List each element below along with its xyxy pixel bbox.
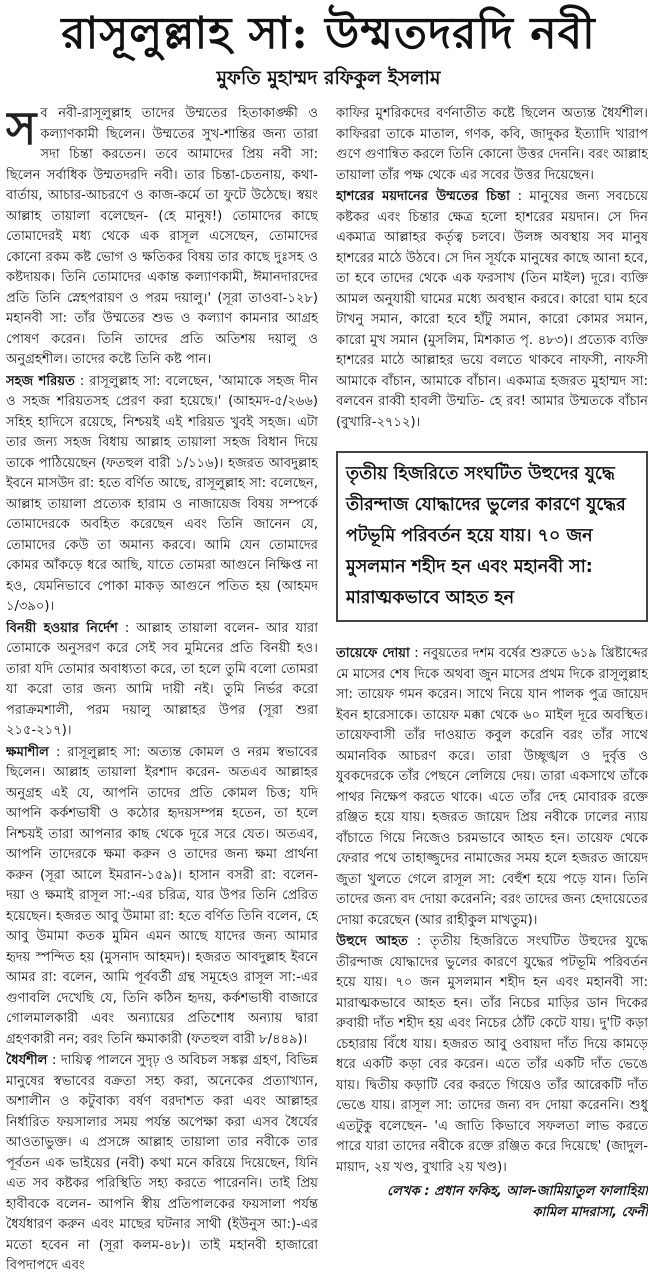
section-text: : নবুয়তের দশম বর্ষের শুরুতে ৬১৯ খ্রিষ্টাব্দের মে মাসের শেষ দিকে অথবা জুন মাসের প্রথম দিকে রাসূলুল্লাহ সা: তায়েফ গমন করেন। সাথে নিয়ে যান পালক পুত্র জায়েদ ইবন হারেসাকে। তায়েফ মক্কা থেকে ৬০ মাইল দূরে অবস্থিত। তায়েফবাসী তাঁর দাওয়াত কবুল করেনি বরং তাঁর সাথে অমানবিক আচরণ করে। তারা উচ্ছৃঙ্খল ও দুর্বৃত্ত ও যুবকদেরকে তাঁর পেছনে লেলিয়ে দেয়। তারা একসাথে তাঁকে পাথর নিক্ষেপ করতে থাকে। এতে তাঁর দেহ মোবারক রক্তে রঞ্জিত হয়ে যায়। হজরত জায়েদ প্রিয় নবীকে ঢালের ন্যায় বাঁচাতে গিয়ে নিজেও চরমভাবে আহত হন। তায়েফ থেকে ফেরার পথে তাহাজ্জুদের নামাজের সময় হলে হজরত জায়েদ জুতা খুলতে গেলে রাসূল সা: বেহুঁশ হয়ে পড়ে যান। তিনি তাদের জন্য বদ দোয়া করেননি; বরং তাদের জন্য হেদায়েতের দোয়া করেছেন (আর রাহীকুল মাখতুম)। xyxy=(336,646,648,928)
section-heading: ক্ষমাশীল xyxy=(6,744,49,760)
section-uhud xyxy=(336,932,648,1178)
section-text: : আল্লাহ তায়ালা বলেন- আর যারা তোমাকে অনুসরণ করে সেই সব মুমিনের প্রতি বিনয়ী হও। তারা যদি তোমার অবাধ্যতা করে, তা হলে তুমি বলো তোমরা যা করো তার জন্য আমি দায়ী নই। তুমি নির্ভর করো পরাক্রমশালী, পরম দয়ালু আল্লাহর উপর (সূরা শুরা ২১৫-২১৭)। xyxy=(6,620,318,738)
section-heading: হাশরের ময়দানের উম্মতের চিন্তা xyxy=(336,189,510,204)
right-column xyxy=(336,104,648,1274)
section-text: : রাসূলুল্লাহ সা: বলেছেন, 'আমাকে সহজ দীন ও সহজ শরিয়তসহ প্রেরণ করা হয়েছে।' (আহমদ-৫/২৬৬) সহিহ হাদিসে রয়েছে, নিশ্চয়ই এই শরিয়ত খুবই সহজ। এটা তার জন্য সহজ বিধায় আল্লাহ তায়ালা সহজ বিধান দিয়ে তাকে পাঠিয়েছেন (ফতহুল বারী ১/১১৬)। হজরত আবদুল্লাহ ইবনে মাসউদ রা: হতে বর্ণিত আছে, রাসূলুল্লাহ সা: বলেছেন, আল্লাহ তায়ালা প্রত্যেক হারাম ও নাজায়েজ বিষয় সম্পর্কে তোমাদেরকে অবহিত করেছেন এবং তিনি জানেন যে, তোমাদের কেউ তা অমান্য করবে। আমি যেন তোমাদের কোমর আঁকড়ে ধরে আছি, যাতে তোমরা আগুনে নিক্ষিপ্ত না হও, যেমনিভাবে পোকা মাকড় আগুনে পতিত হয় (আহমদ ১/৩৯০)। xyxy=(6,373,318,614)
section-text: : দায়িত্ব পালনে সুদৃঢ় ও অবিচল সঙ্কল্প গ্রহণ, বিভিন্ন মানুষের স্বভাবের বক্রতা সহ্য করা, অনেকের প্রত্যাখ্যান, অশালীন ও কটুবাক্য বর্ষণ বরদাশত করা এবং আল্লাহর নির্ধারিত ফয়সালার সময় পর্যন্ত অপেক্ষা করা এসব ধৈর্যের আওতাভুক্ত। এ প্রসঙ্গে আল্লাহ তায়ালা তার নবীকে তার পূর্বতন এক ভাইয়ের (নবী) কথা মনে করিয়ে দিয়েছেন, যিনি এত সব কষ্টকর পরিস্থিতি সহ্য করতে পারেননি। তাই প্রিয় হাবীবকে বলেন- আপনি স্বীয় প্রতিপালকের ফয়সালা পর্যন্ত ধৈর্যধারণ করুন এবং মাছের ঘটনার সাথী (ইউনুস আ:)-এর মতো হবেন না (সূরা কলম-৪৮)। তাই মহানবী হাজারো বিপদাপদে এবং xyxy=(6,1053,318,1273)
section-text: : রাসূলুল্লাহ সা: অত্যন্ত কোমল ও নরম স্বভাবের ছিলেন। আল্লাহ তায়ালা ইরশাদ করেন- অতএব আল্লাহর অনুগ্রহ এই যে, আপনি তাদের প্রতি কোমল চিত্ত; যদি আপনি কর্কশভাষী ও কঠোর হৃদয়সম্পন্ন হতেন, তা হলে নিশ্চয়ই তারা আপনার কাছ থেকে দূরে সরে যেত। অতএব, আপনি তাদেরকে ক্ষমা করুন ও তাদের জন্য ক্ষমা প্রার্থনা করুন (সূরা আলে ইমরান-১৫৯)। হাসান বসরী রা: বলেন- দয়া ও ক্ষমাই রাসূল সা:-এর চরিত্র, যার উপর তিনি প্রেরিত হয়েছেন। হজরত আবু উমামা রা: হতে বর্ণিত তিনি বলেন, হে আবু উমামা কতক মুমিন এমন আছে যাদের জন্য আমার হৃদয় স্পন্দিত হয় (মুসনাদ আহমদ)। হজরত আবদুল্লাহ ইবনে আমর রা: বলেন, আমি পূর্ববর্তী গ্রন্থ সমূহেও রাসূল সা:-এর গুণাবলি দেখেছি যে, তিনি কঠিন হৃদয়, কর্কশভাষী বাজারে গোলমালকারী এবং অন্যায়ের প্রতিশোধ অন্যায় দ্বারা গ্রহণকারী নন; বরং তিনি ক্ষমাকারী (ফতহুল বারী ৮/৪৪৯)। xyxy=(6,744,318,1047)
section-hashr xyxy=(336,187,648,433)
drop-cap: স xyxy=(6,104,37,155)
section-heading: বিনয়ী হওয়ার নির্দেশ xyxy=(6,620,118,636)
intro-text: ব নবী-রাসূলুল্লাহ তাদের উম্মতের হিতাকাঙ্ক্ষী ও কল্যাণকামী ছিলেন। উম্মতের সুখ-শান্তির জন্য তারা সদা চিন্তা করতেন। তবে আমাদের প্রিয় নবী সা: ছিলেন সর্বাধিক উম্মতদরদি নবী। তার চিন্তা-চেতনায়, কথা-বার্তায়, আচার-আচরণে ও কাজ-কর্মে তা ফুটে উঠেছে। স্বয়ং আল্লাহ তায়ালা বলেছেন- (হে মানুষ!) তোমাদের কাছে তোমাদেরই মধ্য থেকে এক রাসূল এসেছেন, তোমাদের কোনো রকম কষ্ট ভোগ ও ক্ষতিকর বিষয় তার কাছে দুঃসহ ও কষ্টদায়ক। তিনি তোমাদের একান্ত কল্যাণকামী, ঈমানদারদের প্রতি তিনি স্নেহপরায়ণ ও পরম দয়ালু।' (সূরা তাওবা-১২৮) মহানবী সা: তাঁর উম্মতের শুভ ও কল্যাণ কামনার আগ্রহ পোষণ করেন। তিনি তাদের প্রতি অতিশয় দয়ালু ও অনুগ্রহশীল। তাদের কষ্টে তিনি কষ্ট পান। xyxy=(6,106,318,367)
credit-line-2: কামিল মাদরাসা, ফেনী xyxy=(532,1204,648,1220)
section-patience xyxy=(6,1051,318,1274)
section-humility xyxy=(6,619,318,742)
section-heading: ধৈর্যশীল xyxy=(6,1053,48,1068)
credit-line-1: লেখক : প্রধান ফকিহ, আল-জামিয়াতুল ফালাহিয়া xyxy=(386,1184,648,1199)
article-title: রাসূলুল্লাহ সা: উম্মতদরদি নবী xyxy=(61,8,596,59)
article-author: মুফতি মুহাম্মদ রফিকুল ইসলাম xyxy=(216,67,441,89)
pull-quote: তৃতীয় হিজরিতে সংঘটিত উহুদের যুদ্ধে তীরন্দাজ যোদ্ধাদের ভুলের কারণে যুদ্ধের পটভূমি পরিবর্তন হয়ে যায়। ৭০ জন মুসলমান শহীদ হন এবং মহানবী সা: মারাত্মকভাবে আহত হন xyxy=(336,451,648,622)
intro-paragraph xyxy=(6,104,318,371)
author-credit xyxy=(336,1182,648,1223)
section-easy-sharia xyxy=(6,372,318,618)
section-taif xyxy=(336,644,648,931)
continuation-paragraph: কাফির মুশরিকদের বর্ণনাতীত কষ্টে ছিলেন অত্যন্ত ধৈর্যশীল। কাফিররা তাকে মাতাল, গণক, কবি, জাদুকর ইত্যাদি খারাপ গুণে গুণান্বিত করলে তিনি কোনো উত্তর দেননি। বরং আল্লাহ তায়ালা তাঁর পক্ষ থেকে এর সবের উত্তর দিয়েছেন। xyxy=(336,106,648,183)
section-text: : মানুষের জন্য সবচেয়ে কষ্টকর এবং চিন্তার ক্ষেত্র হলো হাশরের ময়দান। সে দিন একমাত্র আল্লাহর কর্তৃত্ব চলবে। উলঙ্গ অবস্থায় সব মানুষ হাশরের মাঠে উঠবে। সে দিন সূর্যকে মানুষের কাছে আনা হবে, তা হবে তাদের থেকে এক ফরসাখ (তিন মাইল) দূরে। ব্যক্তি আমল অনুযায়ী ঘামের মধ্যে অবস্থান করবে। কারো ঘাম হবে টাখনু সমান, কারো হবে হাঁটু সমান, কারো কোমর সমান, কারো মুখ সমান (মুসলিম, মিশকাত পৃ. ৪৮৩)। প্রত্যেক ব্যক্তি হাশরের মাঠে আল্লাহর ভয়ে বলতে থাকবে নাফসী, নাফসী আমাকে বাঁচান, আমাকে বাঁচান। একমাত্র হজরত মুহাম্মদ সা: বলবেন রাব্বী হাবলী উম্মতি- হে রব! আমার উম্মতকে বাঁচান (বুখারি-২৭১২)। xyxy=(336,189,648,430)
section-text: : তৃতীয় হিজরিতে সংঘটিত উহুদের যুদ্ধে তীরন্দাজ যোদ্ধাদের ভুলের কারণে যুদ্ধের পটভূমি পরিবর্তন হয়ে যায়। ৭০ জন মুসলমান শহীদ হন এবং মহানবী সা: মারাত্মকভাবে আহত হন। তাঁর নিচের মাড়ির ডান দিকের রুবায়ী দাঁত শহীদ হয় এবং নিচের ঠোঁট কেটে যায়। দু'টি কড়া চেহারায় বিঁধে যায়। হজরত আবু ওবায়দা দাঁত দিয়ে কামড়ে ধরে একটি কড়া বের করেন। এতে তাঁর একটি দাঁত ভেঙে যায়। দ্বিতীয় কড়াটি বের করতে গিয়েও তাঁর আরেকটি দাঁত ভেঙে যায়। রাসূল সা: তাদের জন্য বদ দোয়া করেননি। শুধু এতটুকু বলেছেন- 'এ জাতি কিভাবে সফলতা লাভ করতে পারে যারা তাদের নবীকে রক্তে রঞ্জিত করে দিয়েছে' (জাদুল-মায়াদ, ২য় খণ্ড, বুখারি ২য় খণ্ড)। xyxy=(336,934,648,1175)
section-forgiving xyxy=(6,743,318,1051)
section-heading: সহজ শরিয়ত xyxy=(6,373,75,389)
section-heading: উহুদে আহত xyxy=(336,934,408,949)
left-column xyxy=(6,104,318,1274)
section-heading: তায়েফে দোয়া xyxy=(336,646,410,661)
